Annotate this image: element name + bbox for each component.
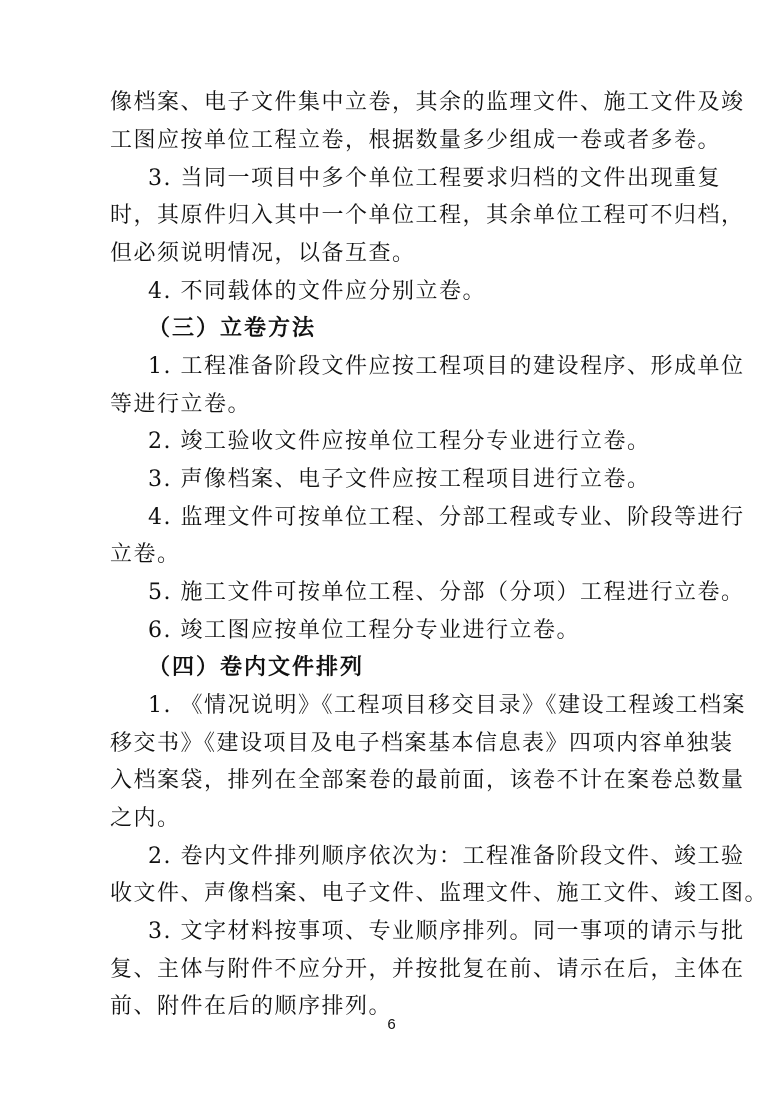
body-text-line: 3. 当同一项目中多个单位工程要求归档的文件出现重复	[148, 166, 721, 191]
body-text-line: 像档案、电子文件集中立卷，其余的监理文件、施工文件及竣	[110, 90, 745, 115]
page-number: 6	[387, 1016, 396, 1033]
section-heading: （三）立卷方法	[148, 316, 317, 341]
section-heading: （四）卷内文件排列	[148, 655, 365, 680]
body-text-line: 2. 竣工验收文件应按单位工程分专业进行立卷。	[148, 429, 651, 454]
body-text-line: 5. 施工文件可按单位工程、分部（分项）工程进行立卷。	[148, 580, 745, 605]
body-text-line: 6. 竣工图应按单位工程分专业进行立卷。	[148, 618, 580, 643]
body-text-line: 1. 《情况说明》《工程项目移交目录》《建设工程竣工档案	[148, 693, 746, 718]
body-text-line: 入档案袋，排列在全部案卷的最前面，该卷不计在案卷总数量	[110, 768, 745, 793]
body-text-line: 等进行立卷。	[110, 392, 252, 417]
body-text-line: 时，其原件归入其中一个单位工程，其余单位工程可不归档，	[110, 203, 745, 228]
body-text-line: 之内。	[110, 806, 181, 831]
body-text-line: 立卷。	[110, 542, 181, 567]
body-text-line: 工图应按单位工程立卷，根据数量多少组成一卷或者多卷。	[110, 128, 722, 153]
body-text-line: 但必须说明情况，以备互查。	[110, 241, 416, 266]
body-text-line: 复、主体与附件不应分开，并按批复在前、请示在后，主体在	[110, 957, 745, 982]
body-text-line: 前、附件在后的顺序排列。	[110, 994, 393, 1019]
body-text-line: 4. 监理文件可按单位工程、分部工程或专业、阶段等进行	[148, 505, 745, 530]
body-text-line: 3. 声像档案、电子文件应按工程项目进行立卷。	[148, 467, 651, 492]
body-text-line: 收文件、声像档案、电子文件、监理文件、施工文件、竣工图。	[110, 881, 769, 906]
body-text-line: 4. 不同载体的文件应分别立卷。	[148, 279, 486, 304]
body-text-line: 移交书》《建设项目及电子档案基本信息表》四项内容单独装	[110, 731, 734, 756]
body-text-line: 2. 卷内文件排列顺序依次为：工程准备阶段文件、竣工验	[148, 844, 745, 869]
body-text-line: 3. 文字材料按事项、专业顺序排列。同一事项的请示与批	[148, 919, 745, 944]
body-text-line: 1. 工程准备阶段文件应按工程项目的建设程序、形成单位	[148, 354, 745, 379]
